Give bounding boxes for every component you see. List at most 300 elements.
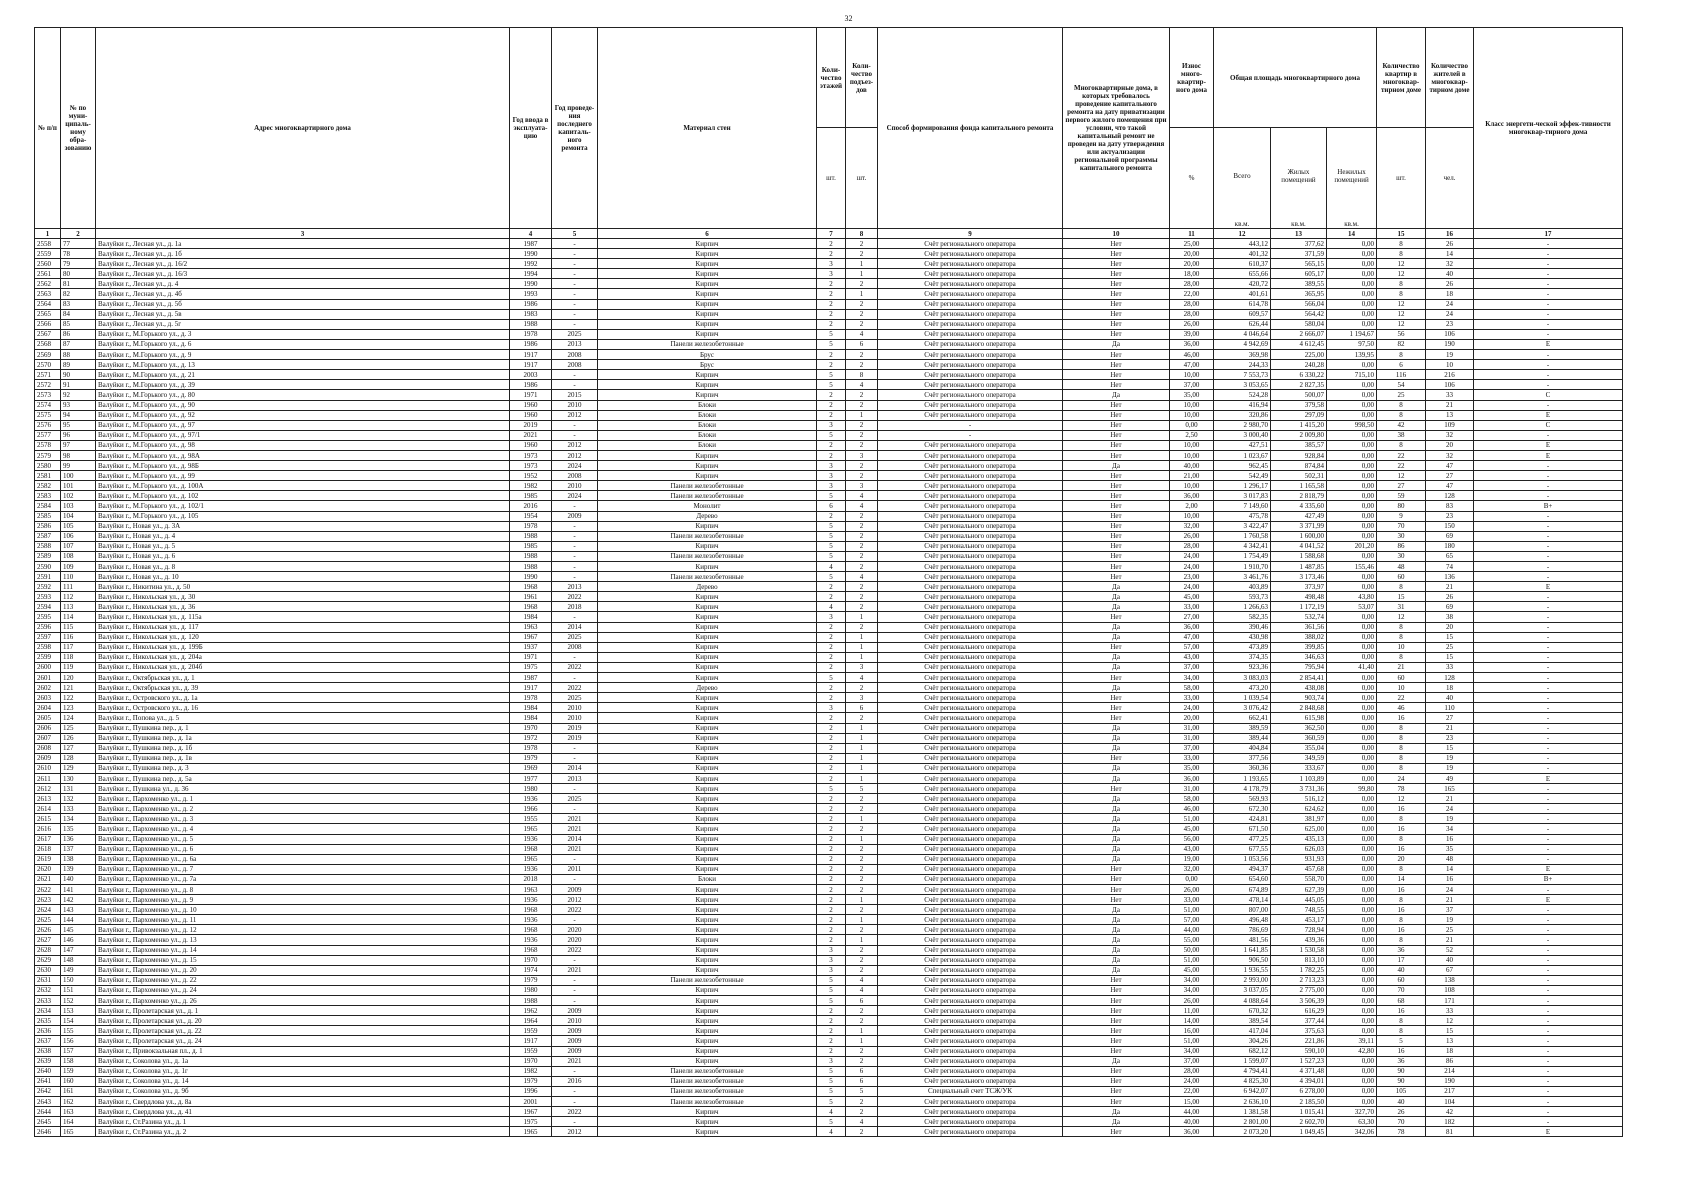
wear-cell: 58,00 — [1170, 794, 1214, 804]
area-nonliving-cell: 99,80 — [1327, 784, 1377, 794]
last-repair-year-cell: 2010 — [552, 481, 598, 491]
wear-cell: 10,00 — [1170, 410, 1214, 420]
table-row — [35, 582, 1623, 592]
table-row — [35, 935, 1623, 945]
wear-cell: 32,00 — [1170, 521, 1214, 531]
repair-required-cell: Да — [1063, 945, 1170, 955]
wear-cell: 0,00 — [1170, 874, 1214, 884]
area-living-cell: 498,48 — [1271, 592, 1327, 602]
table-row — [35, 239, 1623, 249]
address-cell: Валуйки г., Новая ул., д. 6 — [96, 551, 510, 561]
municipal-number-cell: 145 — [61, 925, 96, 935]
header-area-living: Жилых помещений кв.м. — [1271, 128, 1327, 229]
fund-method-cell: Счёт регионального оператора — [878, 511, 1063, 521]
wall-material-cell: Блоки — [598, 430, 817, 440]
municipal-number-cell: 123 — [61, 703, 96, 713]
table-row — [35, 632, 1623, 642]
header-fund-method: Способ формирования фонда капитального ремонта — [878, 28, 1063, 229]
municipal-number-cell: 115 — [61, 622, 96, 632]
apartments-cell: 12 — [1377, 269, 1426, 279]
table-row — [35, 895, 1623, 905]
row-number-cell: 2609 — [35, 753, 61, 763]
municipal-number-cell: 119 — [61, 662, 96, 672]
table-row — [35, 622, 1623, 632]
apartments-cell: 8 — [1377, 289, 1426, 299]
header-floors: Коли-чество этажей — [817, 28, 846, 128]
address-cell: Валуйки г., Пархоменко ул., д. 5 — [96, 834, 510, 844]
row-number-cell: 2567 — [35, 329, 61, 339]
year-built-cell: 1975 — [510, 1117, 552, 1127]
energy-class-cell: - — [1474, 461, 1623, 471]
repair-required-cell: Нет — [1063, 895, 1170, 905]
last-repair-year-cell: 2025 — [552, 794, 598, 804]
area-nonliving-cell: 0,00 — [1327, 773, 1377, 783]
fund-method-cell: Счёт регионального оператора — [878, 461, 1063, 471]
wall-material-cell: Кирпич — [598, 945, 817, 955]
row-number-cell: 2641 — [35, 1076, 61, 1086]
fund-method-cell: Счёт регионального оператора — [878, 1107, 1063, 1117]
area-living-cell: 385,57 — [1271, 440, 1327, 450]
fund-method-cell: Счёт регионального оператора — [878, 612, 1063, 622]
residents-cell: 150 — [1426, 521, 1474, 531]
last-repair-year-cell: - — [552, 249, 598, 259]
last-repair-year-cell: 2011 — [552, 864, 598, 874]
entrances-cell: 2 — [846, 420, 878, 430]
area-total-cell: 672,30 — [1214, 804, 1271, 814]
floors-cell: 3 — [817, 1056, 846, 1066]
wall-material-cell: Панели железобетонные — [598, 1076, 817, 1086]
municipal-number-cell: 120 — [61, 673, 96, 683]
apartments-cell: 8 — [1377, 935, 1426, 945]
area-nonliving-cell: 0,00 — [1327, 430, 1377, 440]
address-cell: Валуйки г., М.Горького ул., д. 102/1 — [96, 501, 510, 511]
fund-method-cell: Счёт регионального оператора — [878, 279, 1063, 289]
floors-cell: 5 — [817, 430, 846, 440]
address-cell: Валуйки г., М.Горького ул., д. 99 — [96, 471, 510, 481]
area-living-cell: 361,56 — [1271, 622, 1327, 632]
area-total-cell: 1 641,85 — [1214, 945, 1271, 955]
unit-floors: шт. — [817, 128, 846, 229]
area-nonliving-cell: 0,00 — [1327, 1086, 1377, 1096]
year-built-cell: 1994 — [510, 269, 552, 279]
fund-method-cell: Счёт регионального оператора — [878, 531, 1063, 541]
energy-class-cell: B+ — [1474, 874, 1623, 884]
wall-material-cell: Кирпич — [598, 925, 817, 935]
last-repair-year-cell: - — [552, 1096, 598, 1106]
residents-cell: 33 — [1426, 390, 1474, 400]
area-living-cell: 626,03 — [1271, 844, 1327, 854]
address-cell: Валуйки г., М.Горького ул., д. 105 — [96, 511, 510, 521]
apartments-cell: 16 — [1377, 713, 1426, 723]
floors-cell: 5 — [817, 1066, 846, 1076]
floors-cell: 2 — [817, 834, 846, 844]
year-built-cell: 1988 — [510, 319, 552, 329]
floors-cell: 2 — [817, 844, 846, 854]
wear-cell: 51,00 — [1170, 1036, 1214, 1046]
entrances-cell: 2 — [846, 945, 878, 955]
municipal-number-cell: 130 — [61, 773, 96, 783]
fund-method-cell: Счёт регионального оператора — [878, 723, 1063, 733]
fund-method-cell: Счёт регионального оператора — [878, 632, 1063, 642]
row-number-cell: 2594 — [35, 602, 61, 612]
year-built-cell: 1964 — [510, 1016, 552, 1026]
address-cell: Валуйки г., Островского ул., д. 16 — [96, 703, 510, 713]
fund-method-cell: Счёт регионального оператора — [878, 339, 1063, 349]
apartments-cell: 16 — [1377, 1046, 1426, 1056]
area-total-cell: 473,89 — [1214, 642, 1271, 652]
floors-cell: 2 — [817, 773, 846, 783]
repair-required-cell: Нет — [1063, 864, 1170, 874]
area-living-cell: 3 731,36 — [1271, 784, 1327, 794]
area-nonliving-cell: 0,00 — [1327, 844, 1377, 854]
fund-method-cell: Счёт регионального оператора — [878, 1006, 1063, 1016]
municipal-number-cell: 131 — [61, 784, 96, 794]
residents-cell: 69 — [1426, 602, 1474, 612]
wall-material-cell: Кирпич — [598, 370, 817, 380]
address-cell: Валуйки г., Пархоменко ул., д. 10 — [96, 905, 510, 915]
apartments-cell: 8 — [1377, 440, 1426, 450]
apartments-cell: 8 — [1377, 239, 1426, 249]
last-repair-year-cell: - — [552, 531, 598, 541]
row-number-cell: 2623 — [35, 895, 61, 905]
year-built-cell: 1980 — [510, 985, 552, 995]
repair-required-cell: Нет — [1063, 1127, 1170, 1137]
address-cell: Валуйки г., М.Горького ул., д. 97 — [96, 420, 510, 430]
floors-cell: 2 — [817, 1016, 846, 1026]
area-living-cell: 373,97 — [1271, 582, 1327, 592]
area-total-cell: 377,56 — [1214, 753, 1271, 763]
apartments-cell: 70 — [1377, 1117, 1426, 1127]
row-number-cell: 2562 — [35, 279, 61, 289]
wear-cell: 24,00 — [1170, 582, 1214, 592]
address-cell: Валуйки г., Пушкина пер., д. 3 — [96, 763, 510, 773]
area-living-cell: 4 612,45 — [1271, 339, 1327, 349]
municipal-number-cell: 154 — [61, 1016, 96, 1026]
year-built-cell: 1937 — [510, 642, 552, 652]
wear-cell: 44,00 — [1170, 1107, 1214, 1117]
wall-material-cell: Панели железобетонные — [598, 531, 817, 541]
last-repair-year-cell: 2021 — [552, 814, 598, 824]
row-number-cell: 2625 — [35, 915, 61, 925]
last-repair-year-cell: 2024 — [552, 491, 598, 501]
last-repair-year-cell: - — [552, 279, 598, 289]
row-number-cell: 2597 — [35, 632, 61, 642]
header-year-built: Год ввода в эксплуата-цию — [510, 28, 552, 229]
year-built-cell: 1970 — [510, 955, 552, 965]
wall-material-cell: Кирпич — [598, 1036, 817, 1046]
address-cell: Валуйки г., Пушкина пер., д. 1а — [96, 733, 510, 743]
entrances-cell: 1 — [846, 289, 878, 299]
year-built-cell: 1990 — [510, 279, 552, 289]
address-cell: Валуйки г., Ст.Разина ул., д. 1 — [96, 1117, 510, 1127]
area-nonliving-cell: 0,00 — [1327, 289, 1377, 299]
entrances-cell: 2 — [846, 955, 878, 965]
fund-method-cell: Счёт регионального оператора — [878, 360, 1063, 370]
energy-class-cell: - — [1474, 1066, 1623, 1076]
address-cell: Валуйки г., Пархоменко ул., д. 26 — [96, 996, 510, 1006]
fund-method-cell: Счёт регионального оператора — [878, 622, 1063, 632]
energy-class-cell: - — [1474, 309, 1623, 319]
floors-cell: 2 — [817, 249, 846, 259]
municipal-number-cell: 126 — [61, 733, 96, 743]
table-row — [35, 269, 1623, 279]
row-number-cell: 2558 — [35, 239, 61, 249]
repair-required-cell: Нет — [1063, 319, 1170, 329]
residents-cell: 65 — [1426, 551, 1474, 561]
address-cell: Валуйки г., Пархоменко ул., д. 6 — [96, 844, 510, 854]
table-row — [35, 784, 1623, 794]
wall-material-cell: Дерево — [598, 683, 817, 693]
apartments-cell: 90 — [1377, 1066, 1426, 1076]
last-repair-year-cell: - — [552, 572, 598, 582]
year-built-cell: 2003 — [510, 370, 552, 380]
year-built-cell: 1917 — [510, 1036, 552, 1046]
area-living-cell: 625,00 — [1271, 824, 1327, 834]
table-row — [35, 450, 1623, 460]
apartments-cell: 8 — [1377, 632, 1426, 642]
repair-required-cell: Да — [1063, 662, 1170, 672]
apartments-cell: 54 — [1377, 380, 1426, 390]
municipal-number-cell: 100 — [61, 471, 96, 481]
last-repair-year-cell: 2009 — [552, 511, 598, 521]
area-total-cell: 7 553,73 — [1214, 370, 1271, 380]
municipal-number-cell: 83 — [61, 299, 96, 309]
repair-required-cell: Нет — [1063, 885, 1170, 895]
area-total-cell: 1 039,54 — [1214, 693, 1271, 703]
residents-cell: 86 — [1426, 1056, 1474, 1066]
area-living-cell: 453,17 — [1271, 915, 1327, 925]
energy-class-cell: - — [1474, 743, 1623, 753]
fund-method-cell: Счёт регионального оператора — [878, 269, 1063, 279]
address-cell: Валуйки г., Лесная ул., д. 5в — [96, 309, 510, 319]
apartments-cell: 8 — [1377, 279, 1426, 289]
last-repair-year-cell: - — [552, 562, 598, 572]
fund-method-cell: Счёт регионального оператора — [878, 844, 1063, 854]
repair-required-cell: Нет — [1063, 380, 1170, 390]
address-cell: Валуйки г., Никольская ул., д. 36 — [96, 602, 510, 612]
area-living-cell: 2 818,79 — [1271, 491, 1327, 501]
residents-cell: 18 — [1426, 1046, 1474, 1056]
area-living-cell: 240,28 — [1271, 360, 1327, 370]
fund-method-cell: Счёт регионального оператора — [878, 763, 1063, 773]
wall-material-cell: Блоки — [598, 874, 817, 884]
fund-method-cell: Счёт регионального оператора — [878, 874, 1063, 884]
fund-method-cell: Счёт регионального оператора — [878, 1066, 1063, 1076]
energy-class-cell: B+ — [1474, 501, 1623, 511]
table-row — [35, 319, 1623, 329]
apartments-cell: 60 — [1377, 572, 1426, 582]
floors-cell: 2 — [817, 683, 846, 693]
address-cell: Валуйки г., Свердлова ул., д. 8а — [96, 1096, 510, 1106]
row-number-cell: 2591 — [35, 572, 61, 582]
fund-method-cell: Счёт регионального оператора — [878, 1036, 1063, 1046]
area-total-cell: 4 942,69 — [1214, 339, 1271, 349]
fund-method-cell: Счёт регионального оператора — [878, 683, 1063, 693]
apartments-cell: 6 — [1377, 360, 1426, 370]
wear-cell: 33,00 — [1170, 693, 1214, 703]
row-number-cell: 2646 — [35, 1127, 61, 1137]
floors-cell: 2 — [817, 662, 846, 672]
fund-method-cell: Счёт регионального оператора — [878, 895, 1063, 905]
entrances-cell: 1 — [846, 935, 878, 945]
year-built-cell: 1917 — [510, 350, 552, 360]
residents-cell: 21 — [1426, 895, 1474, 905]
row-number-cell: 2560 — [35, 259, 61, 269]
entrances-cell: 2 — [846, 905, 878, 915]
floors-cell: 2 — [817, 350, 846, 360]
residents-cell: 24 — [1426, 804, 1474, 814]
last-repair-year-cell: 2009 — [552, 885, 598, 895]
fund-method-cell: Счёт регионального оператора — [878, 824, 1063, 834]
area-living-cell: 903,74 — [1271, 693, 1327, 703]
last-repair-year-cell: 2013 — [552, 582, 598, 592]
entrances-cell: 1 — [846, 773, 878, 783]
area-living-cell: 1 172,19 — [1271, 602, 1327, 612]
last-repair-year-cell: 2012 — [552, 410, 598, 420]
address-cell: Валуйки г., Пархоменко ул., д. 7 — [96, 864, 510, 874]
wear-cell: 15,00 — [1170, 1096, 1214, 1106]
wall-material-cell: Кирпич — [598, 622, 817, 632]
area-living-cell: 3 506,39 — [1271, 996, 1327, 1006]
entrances-cell: 3 — [846, 693, 878, 703]
floors-cell: 2 — [817, 743, 846, 753]
address-cell: Валуйки г., Соколова ул., д. 9б — [96, 1086, 510, 1096]
wear-cell: 43,00 — [1170, 652, 1214, 662]
row-number-cell: 2585 — [35, 511, 61, 521]
last-repair-year-cell: 2008 — [552, 360, 598, 370]
column-number: 9 — [878, 229, 1063, 239]
year-built-cell: 1980 — [510, 784, 552, 794]
row-number-cell: 2633 — [35, 996, 61, 1006]
fund-method-cell: Счёт регионального оператора — [878, 249, 1063, 259]
address-cell: Валуйки г., М.Горького ул., д. 9 — [96, 350, 510, 360]
repair-required-cell: Да — [1063, 804, 1170, 814]
wall-material-cell: Кирпич — [598, 1006, 817, 1016]
fund-method-cell: Счёт регионального оператора — [878, 743, 1063, 753]
repair-required-cell: Да — [1063, 955, 1170, 965]
last-repair-year-cell: 2009 — [552, 1036, 598, 1046]
address-cell: Валуйки г., М.Горького ул., д. 3 — [96, 329, 510, 339]
last-repair-year-cell: 2010 — [552, 713, 598, 723]
wall-material-cell: Кирпич — [598, 965, 817, 975]
row-number-cell: 2620 — [35, 864, 61, 874]
floors-cell: 2 — [817, 319, 846, 329]
table-row — [35, 249, 1623, 259]
wear-cell: 24,00 — [1170, 562, 1214, 572]
fund-method-cell: Счёт регионального оператора — [878, 239, 1063, 249]
entrances-cell: 4 — [846, 975, 878, 985]
energy-class-cell: - — [1474, 975, 1623, 985]
area-total-cell: 962,45 — [1214, 461, 1271, 471]
area-nonliving-cell: 0,00 — [1327, 1016, 1377, 1026]
repair-required-cell: Нет — [1063, 299, 1170, 309]
wall-material-cell: Кирпич — [598, 1107, 817, 1117]
wall-material-cell: Кирпич — [598, 521, 817, 531]
repair-required-cell: Да — [1063, 461, 1170, 471]
municipal-number-cell: 110 — [61, 572, 96, 582]
entrances-cell: 2 — [846, 239, 878, 249]
area-total-cell: 477,25 — [1214, 834, 1271, 844]
year-built-cell: 1961 — [510, 592, 552, 602]
apartments-cell: 16 — [1377, 905, 1426, 915]
area-total-cell: 389,54 — [1214, 1016, 1271, 1026]
area-living-cell: 1 530,58 — [1271, 945, 1327, 955]
entrances-cell: 1 — [846, 612, 878, 622]
area-living-cell: 3 371,99 — [1271, 521, 1327, 531]
entrances-cell: 2 — [846, 1046, 878, 1056]
column-number: 16 — [1426, 229, 1474, 239]
floors-cell: 5 — [817, 572, 846, 582]
wear-cell: 35,00 — [1170, 763, 1214, 773]
entrances-cell: 2 — [846, 824, 878, 834]
fund-method-cell: Счёт регионального оператора — [878, 854, 1063, 864]
area-living-cell: 381,97 — [1271, 814, 1327, 824]
residents-cell: 165 — [1426, 784, 1474, 794]
area-total-cell: 4 794,41 — [1214, 1066, 1271, 1076]
residents-cell: 47 — [1426, 461, 1474, 471]
area-living-cell: 2 775,00 — [1271, 985, 1327, 995]
year-built-cell: 2018 — [510, 874, 552, 884]
fund-method-cell: Счёт регионального оператора — [878, 592, 1063, 602]
repair-required-cell: Нет — [1063, 481, 1170, 491]
residents-cell: 16 — [1426, 834, 1474, 844]
wear-cell: 19,00 — [1170, 854, 1214, 864]
last-repair-year-cell: 2010 — [552, 1016, 598, 1026]
area-living-cell: 813,10 — [1271, 955, 1327, 965]
header-municipal-number: № по муни-ципаль-ному обра-зованию — [61, 28, 96, 229]
energy-class-cell: - — [1474, 562, 1623, 572]
floors-cell: 3 — [817, 471, 846, 481]
municipal-number-cell: 136 — [61, 834, 96, 844]
row-number-cell: 2631 — [35, 975, 61, 985]
wall-material-cell: Панели железобетонные — [598, 481, 817, 491]
entrances-cell: 2 — [846, 874, 878, 884]
energy-class-cell: - — [1474, 794, 1623, 804]
last-repair-year-cell: 2008 — [552, 642, 598, 652]
header-residents: Количество жителей в многоквар-тирном доме — [1426, 28, 1474, 128]
residents-cell: 182 — [1426, 1117, 1474, 1127]
table-row — [35, 481, 1623, 491]
area-nonliving-cell: 0,00 — [1327, 733, 1377, 743]
area-living-cell: 4 371,48 — [1271, 1066, 1327, 1076]
last-repair-year-cell: 2022 — [552, 662, 598, 672]
column-number: 5 — [552, 229, 598, 239]
entrances-cell: 1 — [846, 632, 878, 642]
area-living-cell: 377,44 — [1271, 1016, 1327, 1026]
row-number-cell: 2569 — [35, 350, 61, 360]
wear-cell: 10,00 — [1170, 450, 1214, 460]
year-built-cell: 1975 — [510, 662, 552, 672]
fund-method-cell: Счёт регионального оператора — [878, 572, 1063, 582]
year-built-cell: 1959 — [510, 1026, 552, 1036]
last-repair-year-cell: 2009 — [552, 1026, 598, 1036]
residents-cell: 13 — [1426, 410, 1474, 420]
row-number-cell: 2581 — [35, 471, 61, 481]
energy-class-cell: - — [1474, 592, 1623, 602]
energy-class-cell: - — [1474, 733, 1623, 743]
fund-method-cell: Счёт регионального оператора — [878, 733, 1063, 743]
area-nonliving-cell: 0,00 — [1327, 703, 1377, 713]
floors-cell: 5 — [817, 370, 846, 380]
area-total-cell: 404,84 — [1214, 743, 1271, 753]
apartments-cell: 22 — [1377, 450, 1426, 460]
wall-material-cell: Кирпич — [598, 996, 817, 1006]
fund-method-cell: Счёт регионального оператора — [878, 834, 1063, 844]
repair-required-cell: Да — [1063, 773, 1170, 783]
last-repair-year-cell: - — [552, 319, 598, 329]
year-built-cell: 1984 — [510, 612, 552, 622]
wall-material-cell: Кирпич — [598, 299, 817, 309]
